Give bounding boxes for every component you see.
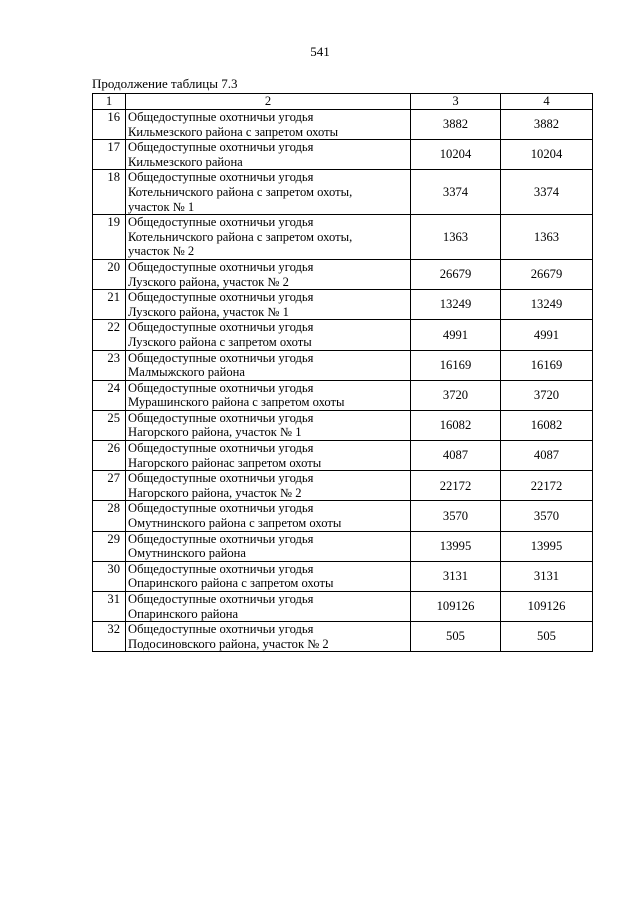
area-total-cell: 3131 — [501, 561, 593, 591]
land-name-cell: Общедоступные охотничьи угодья Малмыжского района — [126, 350, 411, 380]
row-number-cell: 16 — [93, 110, 126, 140]
row-number-cell: 20 — [93, 259, 126, 289]
area-value-cell: 4991 — [411, 320, 501, 350]
table-caption: Продолжение таблицы 7.3 — [92, 76, 238, 91]
land-name-cell: Общедоступные охотничьи угодья Котельничского района с запретом охоты, участок № 2 — [126, 215, 411, 260]
land-name-cell: Общедоступные охотничьи угодья Лузского района, участок № 2 — [126, 259, 411, 289]
header-cell-3: 3 — [411, 94, 501, 110]
area-total-cell: 16169 — [501, 350, 593, 380]
table-header-row — [93, 94, 593, 110]
row-number-cell: 23 — [93, 350, 126, 380]
table-row — [93, 501, 593, 531]
land-name-cell: Общедоступные охотничьи угодья Котельничского района с запретом охоты, участок № 1 — [126, 170, 411, 215]
area-value-cell: 3131 — [411, 561, 501, 591]
table-row — [93, 259, 593, 289]
land-name-cell: Общедоступные охотничьи угодья Омутнинского района с запретом охоты — [126, 501, 411, 531]
table-row — [93, 531, 593, 561]
table-row — [93, 592, 593, 622]
area-total-cell: 4087 — [501, 441, 593, 471]
row-number-cell: 27 — [93, 471, 126, 501]
header-cell-2: 2 — [126, 94, 411, 110]
table-row — [93, 110, 593, 140]
table-row — [93, 622, 593, 652]
land-name-cell: Общедоступные охотничьи угодья Кильмезского района с запретом охоты — [126, 110, 411, 140]
header-cell-4: 4 — [501, 94, 593, 110]
area-value-cell: 26679 — [411, 259, 501, 289]
area-value-cell: 13249 — [411, 290, 501, 320]
table-body — [93, 94, 593, 652]
area-total-cell: 109126 — [501, 592, 593, 622]
area-value-cell: 4087 — [411, 441, 501, 471]
table-row — [93, 471, 593, 501]
table-row — [93, 140, 593, 170]
row-number-cell: 25 — [93, 410, 126, 440]
page-number: 541 — [310, 44, 330, 59]
table-row — [93, 410, 593, 440]
area-value-cell: 3882 — [411, 110, 501, 140]
table-row — [93, 170, 593, 215]
area-value-cell: 16169 — [411, 350, 501, 380]
area-total-cell: 3882 — [501, 110, 593, 140]
table-row — [93, 441, 593, 471]
area-total-cell: 26679 — [501, 259, 593, 289]
land-name-cell: Общедоступные охотничьи угодья Лузского района с запретом охоты — [126, 320, 411, 350]
area-total-cell: 3720 — [501, 380, 593, 410]
data-table — [92, 93, 593, 652]
area-value-cell: 1363 — [411, 215, 501, 260]
row-number-cell: 24 — [93, 380, 126, 410]
row-number-cell: 26 — [93, 441, 126, 471]
row-number-cell: 17 — [93, 140, 126, 170]
row-number-cell: 31 — [93, 592, 126, 622]
row-number-cell: 29 — [93, 531, 126, 561]
area-total-cell: 3374 — [501, 170, 593, 215]
area-value-cell: 13995 — [411, 531, 501, 561]
table-row — [93, 320, 593, 350]
area-total-cell: 3570 — [501, 501, 593, 531]
area-value-cell: 10204 — [411, 140, 501, 170]
land-name-cell: Общедоступные охотничьи угодья Нагорского района, участок № 1 — [126, 410, 411, 440]
area-value-cell: 505 — [411, 622, 501, 652]
table-row — [93, 290, 593, 320]
land-name-cell: Общедоступные охотничьи угодья Омутнинского района — [126, 531, 411, 561]
row-number-cell: 28 — [93, 501, 126, 531]
area-total-cell: 10204 — [501, 140, 593, 170]
area-total-cell: 4991 — [501, 320, 593, 350]
row-number-cell: 18 — [93, 170, 126, 215]
land-name-cell: Общедоступные охотничьи угодья Опаринского района — [126, 592, 411, 622]
row-number-cell: 19 — [93, 215, 126, 260]
area-value-cell: 109126 — [411, 592, 501, 622]
land-name-cell: Общедоступные охотничьи угодья Лузского района, участок № 1 — [126, 290, 411, 320]
land-name-cell: Общедоступные охотничьи угодья Кильмезского района — [126, 140, 411, 170]
area-total-cell: 1363 — [501, 215, 593, 260]
area-value-cell: 3374 — [411, 170, 501, 215]
area-value-cell: 22172 — [411, 471, 501, 501]
row-number-cell: 22 — [93, 320, 126, 350]
land-name-cell: Общедоступные охотничьи угодья Нагорского района, участок № 2 — [126, 471, 411, 501]
row-number-cell: 32 — [93, 622, 126, 652]
table-row — [93, 561, 593, 591]
area-value-cell: 3720 — [411, 380, 501, 410]
area-total-cell: 16082 — [501, 410, 593, 440]
area-value-cell: 3570 — [411, 501, 501, 531]
land-name-cell: Общедоступные охотничьи угодья Подосиновского района, участок № 2 — [126, 622, 411, 652]
table-row — [93, 215, 593, 260]
land-name-cell: Общедоступные охотничьи угодья Опаринского района с запретом охоты — [126, 561, 411, 591]
area-total-cell: 13249 — [501, 290, 593, 320]
header-cell-1: 1 — [93, 94, 126, 110]
land-name-cell: Общедоступные охотничьи угодья Нагорского районас запретом охоты — [126, 441, 411, 471]
area-total-cell: 505 — [501, 622, 593, 652]
table-row — [93, 380, 593, 410]
table-row — [93, 350, 593, 380]
row-number-cell: 30 — [93, 561, 126, 591]
land-name-cell: Общедоступные охотничьи угодья Мурашинского района с запретом охоты — [126, 380, 411, 410]
area-total-cell: 22172 — [501, 471, 593, 501]
area-total-cell: 13995 — [501, 531, 593, 561]
area-value-cell: 16082 — [411, 410, 501, 440]
row-number-cell: 21 — [93, 290, 126, 320]
